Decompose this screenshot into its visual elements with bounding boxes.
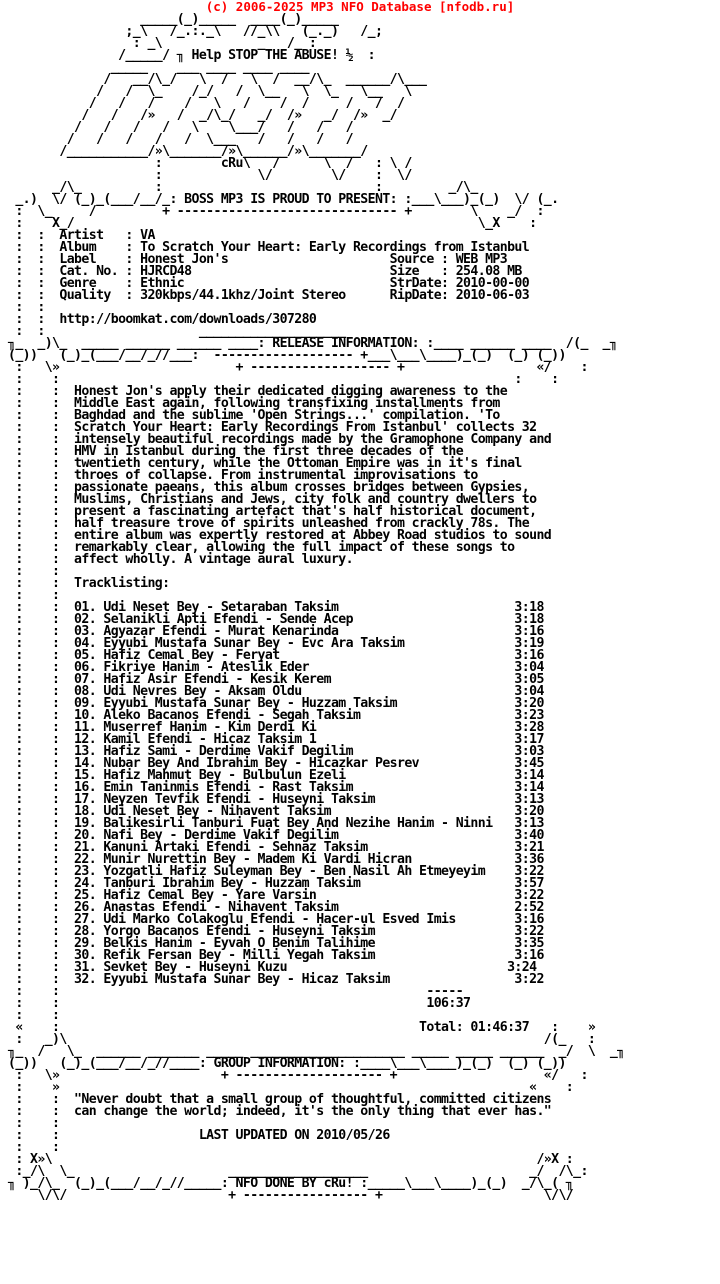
nfo-line: : : 12. Kamil Efendi - Hicaz Taksim 1 3:17 xyxy=(8,732,544,747)
nfo-line: : : 28. Yorgo Bacanos Efendi - Huseyni Taksim 3:22 xyxy=(8,924,544,939)
nfo-line: / / / / \ / / / / / / xyxy=(8,96,405,111)
nfo-line: : : 02. Selanikli Apti Efendi - Sende Acep 3:18 xyxy=(8,612,544,627)
nfo-line: : : Baghdad and the sublime 'Open Strings...' compilation. 'To xyxy=(8,408,500,423)
nfo-line: : : xyxy=(8,1008,60,1023)
nfo-line: : : 106:37 xyxy=(8,996,471,1011)
site-link[interactable]: nfodb.ru xyxy=(446,0,507,14)
nfo-line: /___________/»\_______/»\______/»\_______/ xyxy=(8,144,368,159)
nfo-line: : : 29. Belkis Hanim - Eyvah O Benim Talihime 3:35 xyxy=(8,936,544,951)
nfo-line: : : Middle East again, following transfixing installments from xyxy=(8,396,500,411)
nfo-line: _____(_)_____ ____(_)_____ xyxy=(8,12,339,27)
nfo-line: : : 13. Hafiz Sami - Derdime Vakif Degilim 3:03 xyxy=(8,744,544,759)
nfo-line: : : throes of collapse. From instrumental improvisations to xyxy=(8,468,478,483)
nfo-line: : \_ / + ------------------------------ + \ _/ : xyxy=(8,204,544,219)
nfo-line: \/\/ + ----------------- + \/\/ xyxy=(8,1188,574,1203)
nfo-line: : : 24. Tanburi Ibrahim Bey - Huzzam Taksim 3:57 xyxy=(8,876,544,891)
nfo-line: : : Cat. No. : HJRCD48 Size : 254.08 MB xyxy=(8,264,522,279)
nfo-line: : : 26. Anastas Efendi - Nihavent Taksim 2:52 xyxy=(8,900,544,915)
nfo-line: / / \_ /_/ / \__ \ \_ \__ \ xyxy=(8,84,412,99)
nfo-line: : cRu\ / \ / : \ / xyxy=(8,156,412,171)
nfo-line: : : affect wholly. A vintage aural luxury. xyxy=(8,552,353,567)
nfo-line: :_/\ \_ ___________________ _/ /\_: xyxy=(8,1164,588,1179)
nfo-line: (_)) (_)_(___/__/_//___: ------------------- +___\___\____)_(_) (_) (_)) xyxy=(8,348,566,363)
nfo-line: : : Scratch Your Heart: Early Recordings From Istanbul' collects 32 xyxy=(8,420,537,435)
nfo-line: : : 07. Hafiz Asir Efendi - Kesik Kerem 3:05 xyxy=(8,672,544,687)
nfo-line: « : Total: 01:46:37 : » xyxy=(8,1020,596,1035)
nfo-line: /_____/ ╖ Help STOP THE ABUSE! ½ : xyxy=(8,48,375,63)
nfo-line: : : 04. Eyyubi Mustafa Sunar Bey - Evc Ara Taksim 3:19 xyxy=(8,636,544,651)
nfo-line: : : 17. Neyzen Tevfik Efendi - Huseyni Taksim 3:13 xyxy=(8,792,544,807)
nfo-line: : : 31. Sevket Bey - Huseyni Kuzu 3:24 xyxy=(8,960,537,975)
nfo-line: (_)) (_)_(___/__/_//____: GROUP INFORMATION: :____\___\____)_(_) (_) (_)) xyxy=(8,1056,566,1071)
nfo-line: : : 23. Yozgatli Hafiz Suleyman Bey - Ben Nasil Ah Etmeyeyim 3:22 xyxy=(8,864,544,879)
nfo-line: : : twentieth century, while the Ottoman Empire was in it's final xyxy=(8,456,522,471)
nfo-line: : : xyxy=(8,588,60,603)
nfo-line: : : LAST UPDATED ON 2010/05/26 xyxy=(8,1128,390,1143)
nfo-line: : : present a fascinating artefact that's half historical document, xyxy=(8,504,537,519)
nfo-line: : : Tracklisting: xyxy=(8,576,170,591)
nfo-line: : : half treasure trove of spirits unleashed from crackly 78s. The xyxy=(8,516,530,531)
nfo-line: : \» + -------------------- + «/ : xyxy=(8,1068,588,1083)
nfo-line: : X_/ \_X : xyxy=(8,216,537,231)
nfo-line: : : 27. Udi Marko Colakoglu Efendi - Hacer-ul Esved Imis 3:16 xyxy=(8,912,544,927)
nfo-line: : : 16. Emin Taninmis Efendi - Rast Taksim 3:14 xyxy=(8,780,544,795)
nfo-document xyxy=(8,14,625,1202)
nfo-line: _.) \/ (_)_(___/__/_: BOSS MP3 IS PROUD TO PRESENT: :___\___)_(_) \/ (_. xyxy=(8,192,559,207)
nfo-line: : : xyxy=(8,300,45,315)
nfo-line: : _)\ /(_ : xyxy=(8,1032,596,1047)
nfo-line: _____ ___ ____ ____ ____ xyxy=(8,60,309,75)
nfo-line: ╖_ _)\_ _____ ______ ______ ____: RELEASE INFORMATION: :____ ______ ____ /(_ _╖ xyxy=(8,336,618,351)
nfo-line: : : 05. Hafiz Cemal Bey - Feryat 3:16 xyxy=(8,648,544,663)
nfo-line: : : passionate paeans, this album crosses bridges between Gypsies, xyxy=(8,480,530,495)
nfo-line: : : 32. Eyyubi Mustafa Sunar Bey - Hicaz Taksim 3:22 xyxy=(8,972,544,987)
nfo-line: : : 25. Hafiz Cemal Bey - Yare Varsin 3:22 xyxy=(8,888,544,903)
nfo-line: : : ____________________ xyxy=(8,324,346,339)
header-suffix: ] xyxy=(506,0,515,14)
nfo-line: : : Quality : 320kbps/44.1khz/Joint Stereo RipDate: 2010-06-03 xyxy=(8,288,530,303)
nfo-line: : : can change the world; indeed, it's the only thing that ever has." xyxy=(8,1104,552,1119)
nfo-line: : : HMV in Istanbul during the first three decades of the xyxy=(8,444,464,459)
nfo-line: : : xyxy=(8,1140,60,1155)
nfo-line: : : 03. Agyazar Efendi - Murat Kenarinda 3:16 xyxy=(8,624,544,639)
nfo-line: : : Genre : Ethnic StrDate: 2010-00-00 xyxy=(8,276,530,291)
nfo-line: : : Artist : VA xyxy=(8,228,155,243)
nfo-line: : : 09. Eyyubi Mustafa Sunar Bey - Huzzam Taksim 3:20 xyxy=(8,696,544,711)
nfo-line: : : remarkably clear, allowing the full impact of these songs to xyxy=(8,540,515,555)
nfo-line: : : Honest Jon's apply their dedicated digging awareness to the xyxy=(8,384,508,399)
nfo-line: : : xyxy=(8,564,60,579)
nfo-line: / / /» / _/\_/ _/ /» _/ /» _/ xyxy=(8,108,397,123)
nfo-line: _/\_ : : _/\_ xyxy=(8,180,478,195)
nfo-line: : : : : xyxy=(8,372,559,387)
copyright-text: (c) 2006-2025 MP3 NFO Database [ xyxy=(205,0,447,14)
nfo-line: : : 11. Muserref Hanim - Kim Derdi Ki 3:28 xyxy=(8,720,544,735)
nfo-line: : : ----- xyxy=(8,984,464,999)
nfo-line: : : 01. Udi Neset Bey - Setaraban Taksim 3:18 xyxy=(8,600,544,615)
nfo-line: : : 20. Nafi Bey - Derdime Vakif Degilim 3:40 xyxy=(8,828,544,843)
nfo-line: : : 06. Fikriye Hanim - Ateslik Eder 3:04 xyxy=(8,660,544,675)
nfo-line: / __/\_/ \ / \ / __/\_ ______/\___ xyxy=(8,72,427,87)
nfo-line: : : entire album was expertly restored at Abbey Road studios to sound xyxy=(8,528,552,543)
nfo-line: : X»\ /»X : xyxy=(8,1152,574,1167)
nfo-line: : _\ _ /_ : xyxy=(8,36,317,51)
nfo-line: : : 22. Munir Nurettin Bey - Madem Ki Vardi Hicran 3:36 xyxy=(8,852,544,867)
nfo-line: : » « : xyxy=(8,1080,574,1095)
nfo-line: : : 10. Aleko Bacanos Efendi - Segah Taksim 3:23 xyxy=(8,708,544,723)
nfo-line: : : 08. Udi Nevres Bey - Aksam Oldu 3:04 xyxy=(8,684,544,699)
nfo-line[interactable]: : : http://boomkat.com/downloads/307280 xyxy=(8,312,317,327)
nfo-line: : : "Never doubt that a small group of thoughtful, committed citizens xyxy=(8,1092,552,1107)
nfo-line: : : 15. Hafiz Mahmut Bey - Bulbulun Ezeli 3:14 xyxy=(8,768,544,783)
nfo-line: : : Muslims, Christians and Jews, city folk and country dwellers to xyxy=(8,492,537,507)
nfo-line: ╖ )_/\_ (_)_(___/__/_//_____: NFO DONE BY cRu! :_____\___\____)_(_) _/\_( ╖ xyxy=(8,1176,574,1191)
nfo-line: / / / / \ \___/ / / / xyxy=(8,120,353,135)
nfo-line: : : 19. Balikesirli Tanburi Fuat Bey And Nezihe Hanim - Ninni 3:13 xyxy=(8,816,544,831)
nfo-line: ;_\ /_.:._\ //_\\ (_._) /_; xyxy=(8,24,383,39)
nfo-line: : : Label : Honest Jon's Source : WEB MP3 xyxy=(8,252,508,267)
nfo-line: : : 30. Refik Fersan Bey - Milli Yegah Taksim 3:16 xyxy=(8,948,544,963)
nfo-line: : : Album : To Scratch Your Heart: Early Recordings from Istanbul xyxy=(8,240,530,255)
nfo-line: : \» + ------------------- + «/ : xyxy=(8,360,588,375)
nfo-line: : : 14. Nubar Bey And Ibrahim Bey - Hicazkar Pesrev 3:45 xyxy=(8,756,544,771)
nfo-line: : : xyxy=(8,1116,60,1131)
nfo-line: : : intensely beautiful recordings made by the Gramophone Company and xyxy=(8,432,552,447)
nfo-line: : : 18. Udi Neset Bey - Nihavent Taksim 3:20 xyxy=(8,804,544,819)
nfo-line: : : 21. Kanuni Artaki Efendi - Sehnaz Taksim 3:21 xyxy=(8,840,544,855)
nfo-line: : \/ \/ : \/ xyxy=(8,168,412,183)
nfo-line: / / / / / \___ / / / / xyxy=(8,132,353,147)
nfo-line: ╖_ / \_ ______ _______ _____ _____________________ _____ _____ ______ _/ \ _╖ xyxy=(8,1044,625,1059)
